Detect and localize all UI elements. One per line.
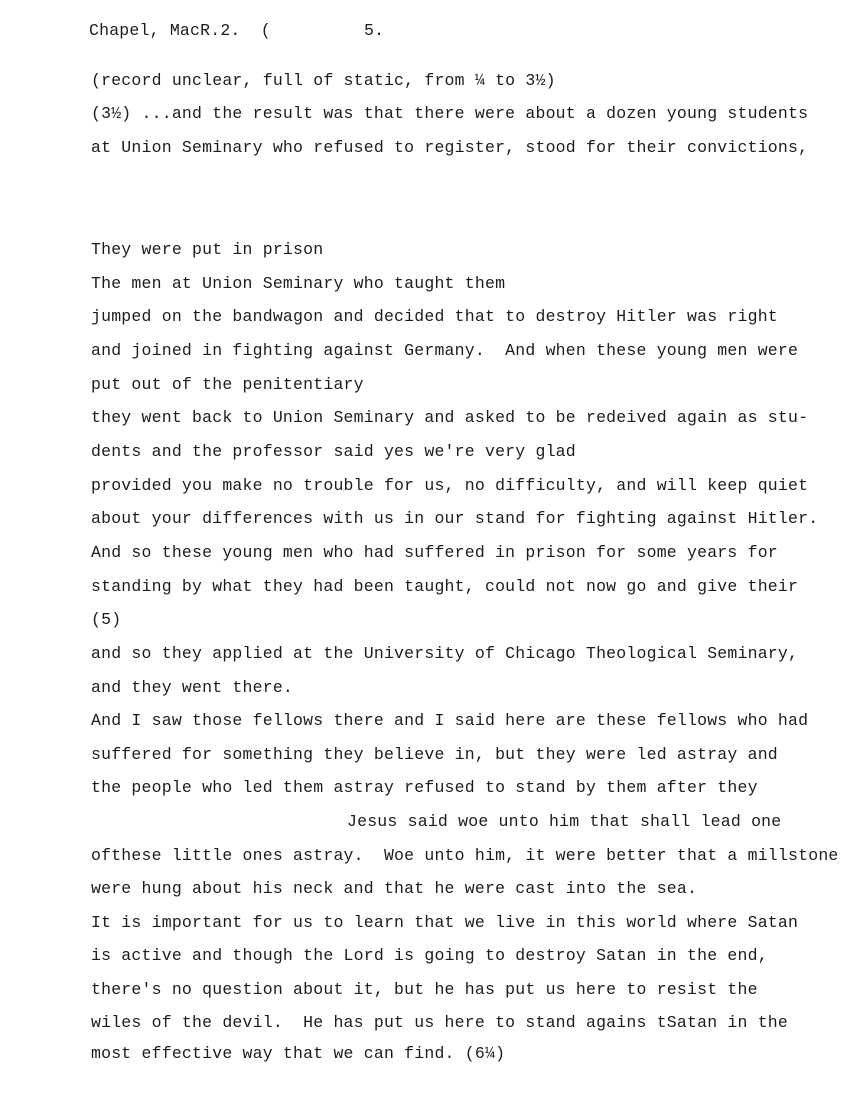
text-line: They were put in prison [91,240,324,259]
text-line: (3½) ...and the result was that there were about a dozen young students [91,104,809,123]
text-line: were hung about his neck and that he were cast into the sea. [91,879,698,898]
text-line: and joined in fighting against Germany. And when these young men were [91,341,799,360]
page-number: 5. [364,21,385,40]
text-line: The men at Union Seminary who taught them [91,274,506,293]
transcript-marker: (5) [91,610,122,629]
transcript-note: (record unclear, full of static, from ¼ to 3½) [91,71,556,90]
text-line: there's no question about it, but he has put us here to resist the [91,980,758,999]
text-line: and so they applied at the University of Chicago Theological Seminary, [91,644,799,663]
text-line: dents and the professor said yes we're very glad [91,442,576,461]
text-line: about your differences with us in our stand for fighting against Hitler. [91,509,819,528]
text-line: they went back to Union Seminary and asked to be redeived again as stu- [91,408,809,427]
text-line: ofthese little ones astray. Woe unto him, it were better that a millstone [91,846,839,865]
text-line: It is important for us to learn that we live in this world where Satan [91,913,799,932]
text-line: standing by what they had been taught, could not now go and give their [91,577,799,596]
text-line: provided you make no trouble for us, no difficulty, and will keep quiet [91,476,809,495]
text-line: jumped on the bandwagon and decided that to destroy Hitler was right [91,307,778,326]
text-line: the people who led them astray refused to stand by them after they [91,778,758,797]
text-line: at Union Seminary who refused to register, stood for their convictions, [91,138,809,157]
text-line: most effective way that we can find. (6¼) [91,1044,506,1063]
text-line: Jesus said woe unto him that shall lead one [347,812,782,831]
page-header: Chapel, MacR.2. ( [89,21,271,40]
text-line: wiles of the devil. He has put us here to stand agains tSatan in the [91,1013,789,1032]
text-line: And so these young men who had suffered in prison for some years for [91,543,778,562]
text-line: and they went there. [91,678,294,697]
text-line: is active and though the Lord is going to destroy Satan in the end, [91,946,768,965]
text-line: And I saw those fellows there and I said here are these fellows who had [91,711,809,730]
text-line: put out of the penitentiary [91,375,364,394]
text-line: suffered for something they believe in, but they were led astray and [91,745,778,764]
